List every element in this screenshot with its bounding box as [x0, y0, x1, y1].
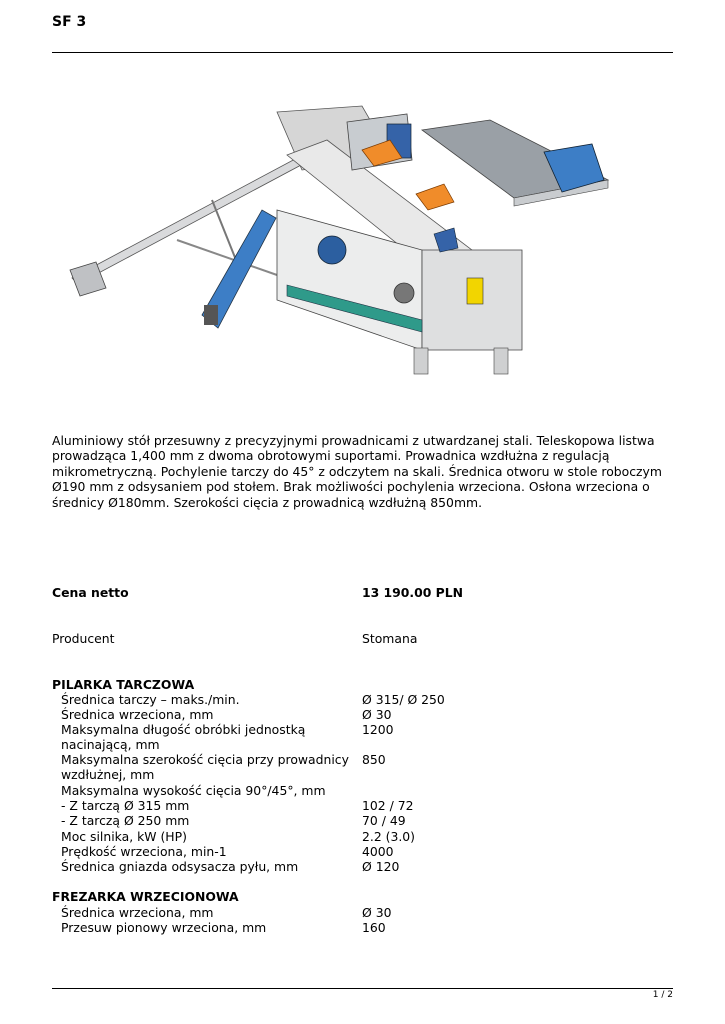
spec-label: Maksymalna szerokość cięcia przy prowadnicy wzdłużnej, mm	[61, 752, 349, 783]
spec-value: Ø 30	[362, 707, 392, 722]
spec-label: - Z tarczą Ø 250 mm	[61, 813, 190, 828]
spec-value: 102 / 72	[362, 798, 414, 813]
footer-divider	[52, 988, 673, 989]
spec-label: Średnica wrzeciona, mm	[61, 707, 214, 722]
spec-value: 1200	[362, 722, 394, 737]
spec-label: Średnica tarczy – maks./min.	[61, 692, 240, 707]
spec-value: Ø 120	[362, 859, 400, 874]
machine-illustration	[62, 100, 622, 390]
spec-label: Maksymalna długość obróbki jednostką nacinającą, mm	[61, 722, 306, 753]
header-divider	[52, 52, 673, 53]
price-label: Cena netto	[52, 585, 129, 600]
saw-heading: PILARKA TARCZOWA	[52, 677, 195, 692]
spec-label: Moc silnika, kW (HP)	[61, 829, 187, 844]
spec-value: 70 / 49	[362, 813, 406, 828]
spec-value: 850	[362, 752, 386, 767]
spec-label: Przesuw pionowy wrzeciona, mm	[61, 920, 267, 935]
producer-label: Producent	[52, 631, 115, 646]
price-value: 13 190.00 PLN	[362, 585, 464, 600]
spec-value: 160	[362, 920, 386, 935]
product-description: Aluminiowy stół przesuwny z precyzyjnymi prowadnicami z utwardzanej stali. Teleskopowa listwa prowadząca 1,400 mm z dwoma obrotowymi suportami. Prowadnica wzdłużna z regulacją mikrometryczną. Pochylenie tarczy do 45° z odczytem na skali. Średnica otworu w stole roboczym Ø190 mm z odsysaniem pod stołem. Brak możliwości pochylenia wrzeciona. Osłona wrzeciona o średnicy Ø180mm. Szerokości cięcia z prowadnicą wzdłużną 850mm.	[52, 433, 662, 510]
spec-value: 2.2 (3.0)	[362, 829, 416, 844]
spindle-heading: FREZARKA WRZECIONOWA	[52, 889, 239, 904]
spec-value: Ø 315/ Ø 250	[362, 692, 445, 707]
spec-label: Maksymalna wysokość cięcia 90°/45°, mm	[61, 783, 326, 798]
spec-value: 4000	[362, 844, 394, 859]
page-title: SF 3	[52, 14, 87, 30]
spec-label: Średnica wrzeciona, mm	[61, 905, 214, 920]
page-number: 1 / 2	[652, 990, 673, 1000]
producer-value: Stomana	[362, 631, 418, 646]
spec-value: Ø 30	[362, 905, 392, 920]
spec-label: - Z tarczą Ø 315 mm	[61, 798, 190, 813]
spec-label: Prędkość wrzeciona, min-1	[61, 844, 227, 859]
spec-label: Średnica gniazda odsysacza pyłu, mm	[61, 859, 299, 874]
